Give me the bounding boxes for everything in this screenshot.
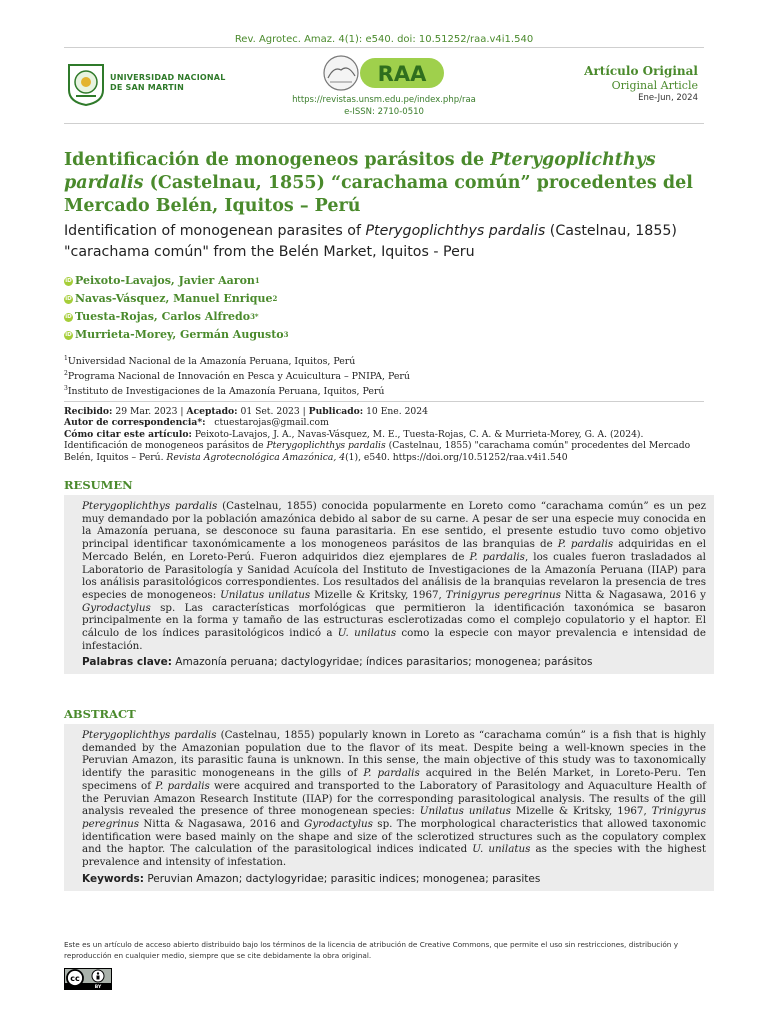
cc-badge-text: cc xyxy=(70,974,80,983)
university-name-line-1: UNIVERSIDAD NACIONAL xyxy=(110,73,226,82)
title-english: Identification of monogenean parasites of Pterygoplichthys pardalis (Castelnau, 1855) "carachama común" from the Belén Market, Iquitos - Peru xyxy=(64,223,677,260)
affiliation-item: $^3$Instituto de Investigaciones de la Amazonía Peruana, Iquitos, Perú xyxy=(64,385,385,398)
author-item[interactable]: iD Peixoto-Lavajos, Javier Aaron 1 xyxy=(65,274,260,287)
license-text: Este es un artículo de acceso abierto distribuido bajo los términos de la licencia de atribución de Creative Commons, que permite el uso sin restricciones, distribución y reproducción en cualquier medio, siempre que se cite debidamente la obra original. xyxy=(64,940,679,960)
issue-date: Ene-Jun, 2024 xyxy=(638,93,698,103)
title-spanish: Identificación de monogeneos parásitos de Pterygoplichthys pardalis (Castelnau, 1855) “carachama común” procedentes del Mercado Belén, Iquitos – Perú xyxy=(64,150,693,216)
university-name xyxy=(110,73,226,93)
unsm-shield-logo-icon xyxy=(66,62,106,106)
resumen-heading: RESUMEN xyxy=(64,478,133,492)
by-badge-text: BY xyxy=(94,985,102,990)
author-item[interactable]: iD Murrieta-Morey, Germán Augusto 3 xyxy=(65,328,289,341)
keywords: Keywords: Peruvian Amazon; dactylogyridae; parasitic indices; monogenea; parasites xyxy=(82,872,541,885)
affiliations-rule xyxy=(64,401,704,402)
article-type-block xyxy=(584,64,698,103)
affiliation-item: $^2$Programa Nacional de Innovación en Pesca y Acuicultura – PNIPA, Perú xyxy=(64,370,410,383)
orcid-icon[interactable]: iD xyxy=(65,313,72,320)
header-top-rule xyxy=(64,47,704,48)
resumen-box xyxy=(64,495,714,674)
correspondence-email[interactable]: ctuestarojas@gmail.com xyxy=(214,417,329,429)
orcid-icon[interactable]: iD xyxy=(65,277,72,284)
abstract-text: Pterygoplichthys pardalis (Castelnau, 1855) popularly known in Loreto as “carachama común” is a fish that is highly demanded by the Amazonian population due to the flavor of its meat. Despite being a well-known species in the Peruvian Amazon, its parasitic fauna is unknown. In this sense, the main objective of this study was to taxonomically identify the parasitic monogeneans in the gills of P. pardalis acquired in the Belén Market, in Loreto-Peru. Ten specimens of P. pardalis were acquired and transported to the Laboratory of Parasitology and Aquaculture Health of the Peruvian Amazon Research Institute (IIAP) for the corresponding parasitological analysis. The results of the gill analysis revealed the presence of three monogenean species: Unilatus unilatus Mizelle & Kritsky, 1967, Trinigyrus peregrinus Nitta & Nagasawa, 2016 and Gyrodactylus sp. The morphological characteristics that allowed taxonomic identification were based mainly on the shape and size of the sclerotized structures such as the copulatory complex and the haptor. The calculation of the parasitological indices indicated U. unilatus as the species with the highest prevalence and intensity of infestation. xyxy=(82,729,706,869)
university-name-line-2: DE SAN MARTIN xyxy=(110,83,185,92)
header-bottom-rule xyxy=(64,123,704,124)
article-type-es: Artículo Original xyxy=(584,64,698,78)
orcid-icon[interactable]: iD xyxy=(65,295,72,302)
journal-issn: e-ISSN: 2710-0510 xyxy=(344,107,424,117)
raa-journal-logo-icon xyxy=(322,54,446,94)
resumen-text: Pterygoplichthys pardalis (Castelnau, 1855) conocida popularmente en Loreto como “carachama común” es un pez muy demandado por la población amazónica debido al sabor de su carne. A pesar de ser una especie muy conocida en la Amazonía peruana, se desconoce su fauna parasitaria. En ese sentido, el presente estudio tuvo como objetivo principal identificar taxonómicamente a los monogeneos parásitos de las branquias de P. pardalis adquiridas en el Mercado Belén, en Loreto-Perú. Fueron adquiridos diez ejemplares de P. pardalis, los cuales fueron trasladados al Laboratorio de Parasitología y Sanidad Acuícola del Instituto de Investigaciones de la Amazonía Peruana (IIAP) para los análisis parasitológicos correspondientes. Los resultados del análisis de la branquias revelaron la presencia de tres especies de monogeneos: Unilatus unilatus Mizelle & Kritsky, 1967, Trinigyrus peregrinus Nitta & Nagasawa, 2016 y Gyrodactylus sp. Las características morfológicas que permitieron la identificación taxonómica se basaron principalmente en la forma y tamaño de las estructuras esclerotizadas como el complejo copulatorio y el haptor. El cálculo de los índices parasitológicos indicó a U. unilatus como la especie con mayor prevalencia e intensidad de infestación. xyxy=(82,500,706,652)
article-meta xyxy=(64,406,709,463)
journal-citation-line: Rev. Agrotec. Amaz. 4(1): e540. doi: 10.51252/raa.v4i1.540 xyxy=(234,34,534,45)
affiliation-item: $^1$Universidad Nacional de la Amazonía Peruana, Iquitos, Perú xyxy=(64,355,356,368)
creative-commons-by-badge-icon[interactable] xyxy=(64,968,112,990)
article-type-en: Original Article xyxy=(611,79,698,92)
abstract-heading: ABSTRACT xyxy=(64,707,136,721)
correspondence-line: Autor de correspondencia*: ctuestarojas@gmail.com xyxy=(64,417,329,429)
dates-line: Recibido: 29 Mar. 2023 | Aceptado: 01 Set. 2023 | Publicado: 10 Ene. 2024 xyxy=(64,406,428,417)
journal-url[interactable]: https://revistas.unsm.edu.pe/index.php/raa xyxy=(292,95,476,105)
abstract-box xyxy=(64,724,714,891)
author-list xyxy=(64,272,289,344)
raa-logo-text: RAA xyxy=(377,62,427,86)
affiliations xyxy=(64,353,410,398)
author-item[interactable]: iD Navas-Vásquez, Manuel Enrique 2 xyxy=(65,292,278,305)
palabras-clave: Palabras clave: Amazonía peruana; dactylogyridae; índices parasitarios; monogenea; parásitos xyxy=(82,656,593,669)
how-to-cite: Cómo citar este artículo: Peixoto-Lavajos, J. A., Navas-Vásquez, M. E., Tuesta-Rojas, C. A. & Murrieta-Morey, G. A. (2024). Identificación de monogeneos parásitos de Pterygoplichthys pardalis (Castelnau, 1855) "carachama común" procedentes del Mercado Belén, Iquitos – Perú. Revista Agrotecnológica Amazónica, 4(1), e540. https://doi.org/10.51252/raa.v4i1.540 xyxy=(64,428,691,463)
orcid-icon[interactable]: iD xyxy=(65,331,72,338)
author-item[interactable]: iD Tuesta-Rojas, Carlos Alfredo 3* xyxy=(65,310,259,323)
